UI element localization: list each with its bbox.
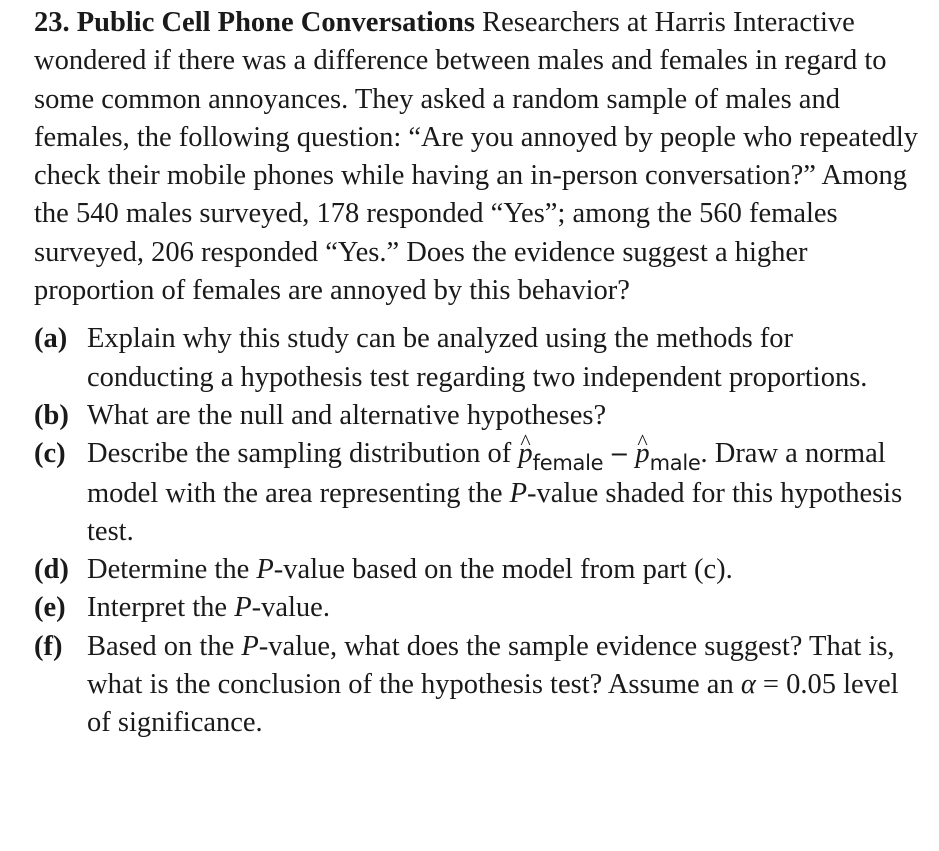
part-e-text-after: -value. bbox=[251, 592, 330, 624]
part-a-label: (a) bbox=[34, 323, 68, 355]
part-f-text-end: level of significance. bbox=[87, 669, 899, 739]
part-f-text-middle: -value, what does the sample evidence suggest? That is, what is the conclusion of the hypothesis test? Assume an bbox=[87, 630, 895, 701]
part-d bbox=[34, 551, 919, 589]
p-hat-male-symbol: ^ p bbox=[635, 435, 649, 473]
part-c-text-end: -value shaded for this hypothesis test. bbox=[87, 477, 903, 547]
part-a bbox=[34, 320, 919, 397]
subscript-male: male bbox=[649, 451, 701, 476]
part-b-text: What are the null and alternative hypotheses? bbox=[87, 399, 607, 431]
problem-statement bbox=[34, 4, 919, 310]
problem-title: Public Cell Phone Conversations bbox=[76, 7, 475, 38]
part-f-label: (f) bbox=[34, 630, 63, 662]
part-b bbox=[34, 397, 919, 435]
minus-sign: − bbox=[609, 440, 630, 469]
part-d-text-before: Determine the bbox=[87, 554, 257, 586]
part-f bbox=[34, 628, 919, 743]
part-c bbox=[34, 435, 919, 551]
subscript-female: female bbox=[532, 451, 604, 476]
part-d-label: (d) bbox=[34, 554, 69, 586]
part-b-label: (b) bbox=[34, 399, 69, 431]
p-hat-female-symbol: ^ p bbox=[518, 435, 532, 473]
alpha-symbol: α bbox=[740, 669, 756, 701]
part-c-text-before: Describe the sampling distribution of bbox=[87, 438, 519, 470]
part-e-label: (e) bbox=[34, 592, 66, 624]
part-d-text-after: -value based on the model from part (c). bbox=[273, 554, 733, 586]
equals-sign: = bbox=[755, 669, 787, 701]
p-letter: P bbox=[241, 630, 259, 662]
problem-number: 23. bbox=[34, 7, 70, 38]
problem-parts-list bbox=[34, 320, 919, 742]
p-letter: P bbox=[256, 554, 274, 586]
part-e bbox=[34, 589, 919, 627]
part-f-text-before: Based on the bbox=[87, 630, 242, 662]
part-c-label: (c) bbox=[34, 438, 66, 470]
part-c-text-after: . Draw a normal model with the area representing the bbox=[87, 438, 886, 509]
part-e-text-before: Interpret the bbox=[87, 592, 235, 624]
p-letter: P bbox=[509, 477, 528, 509]
part-a-text: Explain why this study can be analyzed using the methods for conducting a hypothesis test regarding two independent proportions. bbox=[87, 323, 868, 393]
alpha-value: 0.05 bbox=[786, 669, 836, 701]
problem-text: Researchers at Harris Interactive wondered if there was a difference between males and females in regard to some common annoyances. They asked a random sample of males and females, the following question: “Are you annoyed by people who repeatedly check their mobile phones while having an in-person conversation?” Among the 540 males surveyed, 178 responded “Yes”; among the 560 females surveyed, 206 responded “Yes.” Does the evidence suggest a higher proportion of females are annoyed by this behavior? bbox=[34, 7, 919, 307]
p-letter: P bbox=[234, 592, 252, 624]
